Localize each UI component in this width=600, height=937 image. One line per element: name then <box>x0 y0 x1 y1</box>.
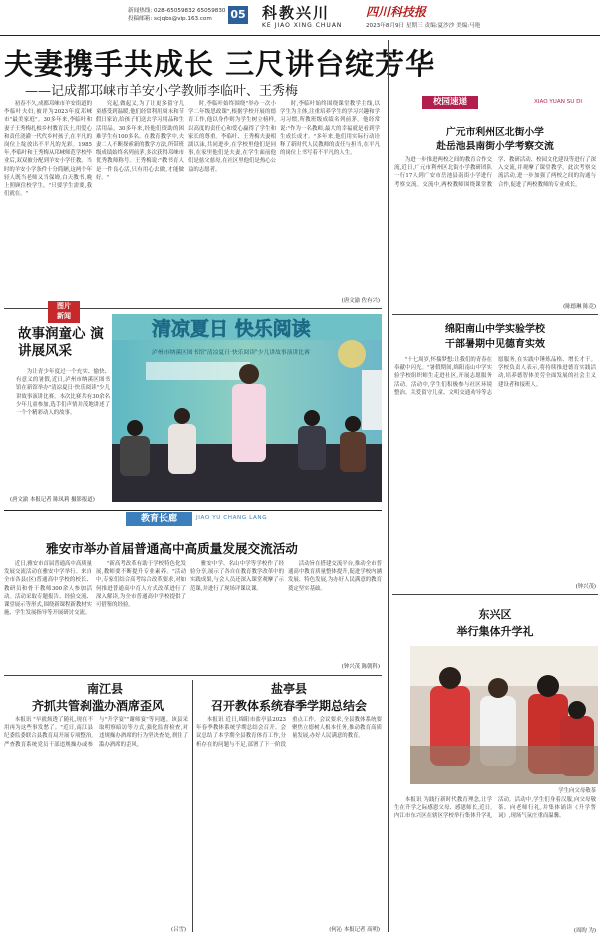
feature-body-text: 为让青少年度过一个充实、愉快、有意义的暑假,近日,泸州市纳溪区图书馆在新馆举办"清凉夏日·快乐阅读"少儿讲故事演讲比赛。本次比赛共有30余名少年儿童参加,选手们声情并茂地讲述了一个个精彩动人的故事。 <box>16 369 110 417</box>
banner-subtext: 泸州市纳溪区图书馆"清凉夏日·快乐阅读"少儿讲故事演讲比赛 <box>152 350 310 356</box>
reading-event-photo <box>112 314 382 502</box>
photo-news-tag <box>48 301 80 323</box>
section-title: 科教兴川 <box>262 4 331 22</box>
page-number: 05 <box>228 6 248 24</box>
story2-title-2: 干部暑期中见德育实效 <box>445 339 545 350</box>
main-story-col1 <box>4 100 92 300</box>
paper-name: 四川科技报 <box>366 5 427 19</box>
edu-col4-text: 活动旨在搭建交流平台,推动全市普通高中教育质量整体提升,促进学校内涵发展、特色发展,为办好人民满意的教育奠定坚实基础。 <box>288 561 382 592</box>
nanjiang-byline: (吕雪) <box>171 927 186 933</box>
education-col1 <box>4 560 92 672</box>
ceremony-photo-illustration <box>410 646 598 784</box>
nanjiang-body-text: 本报讯 "早就烦透了随礼,现在不用再为这些事发愁了。"近日,南江县纪委监委联合县教育局开展专项整治,严查教育系统党员干部违规操办或参与"升学宴""谢师宴"等问题。该县采取明察暗访等方式,强化监督检查,对违规操办酒席的行为坚决查处,刹住了滥办酒席的歪风。 <box>4 717 188 748</box>
story2-title-1: 绵阳南山中学实验学校 <box>445 324 545 335</box>
main-col3-text: 时,李临叶始终围绕"举办一次小学二年级思政课",根据学校开展的德育工作,他以身作则为学生树立榜样,以高度的责任心和爱心赢得了学生和家长的尊重。李临叶、王秀梅夫妻相濡以沫,共同进步,在学校里他们是同事,在家里他们是夫妻,在学生面前他们是慈父慈母,在社区里他们是热心公益的志愿者。 <box>188 101 276 173</box>
feature-byline: (唐文渝 本报记者 陈凤莉 摄影报道) <box>10 497 95 503</box>
tag-line2: 新闻 <box>57 312 71 320</box>
story3-title-1: 东兴区 <box>478 608 512 621</box>
story2-body-text: "十七周岁,怀揣梦想;让我们的青春在奉献中闪光。"暑假期间,绵阳南山中学实验学校组织师生走进社区,开展志愿服务活动。活动中,学生们积极参与社区环境整治、关爱留守儿童、文明交通劝导等志愿服务,在实践中锤炼品格、增长才干。学校负责人表示,将持续推进德育实践活动,培养德智体美劳全面发展的社会主义建设者和接班人。 <box>394 357 596 396</box>
tag-line1: 图片 <box>57 302 71 310</box>
divider <box>4 675 382 676</box>
reading-photo-illustration <box>112 314 382 502</box>
section-title-en: KE JIAO XING CHUAN <box>262 22 343 29</box>
story1-body <box>394 156 596 302</box>
campus-section-label-en: XIAO YUAN SU DI <box>534 99 583 105</box>
story1-title-1: 广元市利州区北街小学 <box>446 127 544 138</box>
ceremony-photo-caption: 学生向父母敬茶 <box>558 788 596 794</box>
education-col3 <box>190 560 284 672</box>
contact-email: 投稿邮箱: scjqbs@vip.163.com <box>128 16 212 22</box>
main-story-col4 <box>280 100 380 295</box>
main-story-col2 <box>96 100 184 300</box>
main-col4-text: 时,李临叶始终围绕课堂教学主线,以学生为主体,注重培养学生的学习兴趣和学习习惯,所教班级成绩名列前茅。他经常说:"作为一名教师,最大的幸福就是看到学生成长成才。"多年来,他们用实际行动诠释了新时代人民教师的责任与担当,在平凡的岗位上书写着不平凡的人生。 <box>280 101 380 157</box>
education-col2 <box>96 560 186 672</box>
story1-title-2: 赴岳池县南街小学考察交流 <box>436 141 554 152</box>
feature-body <box>16 368 110 498</box>
masthead <box>0 0 600 36</box>
yanting-body <box>196 716 382 926</box>
main-col1-text: 初春不久,成都邛崃市羊安街道的李临叶夫妇,被评为2023年度邛崃市"最美家庭"。30多年来,李临叶和妻子王秀梅扎根乡村教育沃土,用爱心和责任浇灌一代代乡村孩子,在平凡的岗位上绽放出不平凡的光彩。1985年,李临叶和王秀梅从邛崃师范学校毕业后,双双被分配到羊安小学任教。当时的羊安小学条件十分简陋,这两个年轻人既当老师又当保姆,白天教书,晚上照顾住校学生。"只要学生需要,我们就在。" <box>4 101 92 198</box>
story3-title-2: 举行集体升学礼 <box>456 625 534 638</box>
column-divider <box>192 680 193 932</box>
date-line: 2023年8月9日 星期三 责编:夏沙沙 美编:马艳 <box>366 23 481 29</box>
yanting-title-2: 召开教体系统春季学期总结会 <box>210 699 367 713</box>
divider <box>392 594 598 595</box>
story3-body-text: 本报讯 为践行新时代教育理念,让学生在升学之际感恩父母、感恩师长,近日,内江市东兴区在辖区学校举行集体升学礼活动。活动中,学生们身着汉服,向父母敬茶、向老师行礼,并集体诵读《升学誓词》,现场气氛庄重而温馨。 <box>394 797 596 820</box>
contact-info <box>128 7 225 23</box>
divider <box>4 510 382 511</box>
divider <box>392 314 598 315</box>
edu-col2-text: "新高考改革有助于学校特色化发展,教师要不断提升专业素养。"活动中,专家们结合高考综合改革要求,对如何推进普通高中育人方式改革进行了深入解读,为全市普通高中学校提供了可借鉴的经验。 <box>96 561 186 609</box>
story2-byline: (钟兴茂) <box>575 584 596 590</box>
contact-phone: 新闻热线: 028-65059832 65059830 <box>128 8 226 14</box>
yanting-byline: (何沁 本报记者 高明) <box>329 927 380 933</box>
education-headline: 雅安市举办首届普通高中高质量发展交流活动 <box>46 541 298 556</box>
banner-text: 清凉夏日 快乐阅读 <box>152 318 311 340</box>
education-section-label: 教育长廊 <box>126 512 192 526</box>
nanjiang-title-1: 南江县 <box>86 682 123 696</box>
main-col2-text: 究起,做起义,为了让更多留守儿童感受到温暖,他们经常利用周末和节假日家访,给孩子们送去学习用品和生活用品。30多年来,经他们资助的困难学生有100多名。在教育教学中,夫妻二人不断探索新的教学方法,所带班级成绩始终名列前茅,多次获得邛崃市优秀教师称号。王秀梅说:"教书育人是一件良心活,只有用心去做,才能做好。" <box>96 101 184 181</box>
nanjiang-title-2: 齐抓共管刹滥办酒席歪风 <box>31 699 164 713</box>
story1-body-text: 为进一步推进两校之间的教育合作交流,近日,广元市利州区北街小学教研团队一行17人到广安市岳池县南街小学进行考察交流。交流中,两校教师围绕课堂教学、教研活动、校园文化建设等进行了深入交流,并观摩了课堂教学。此次考察交流活动,进一步加强了两校之间的沟通与合作,促进了两校教师的专业成长。 <box>394 157 596 188</box>
nanjiang-body <box>4 716 188 926</box>
story1-byline: (陈德琳 陈竞) <box>563 304 596 310</box>
main-story-col3 <box>188 100 276 300</box>
edu-col1-text: 近日,雅安市首届普通高中高质量发展交流活动在雅安中学举行。来自全市各县(区)普通高中学校的校长、教研员和骨干教师300余人参加活动。活动采取专题报告、经验交流、课堂展示等形式,围绕新课程新教材实施、学生发展指导等开展研讨交流。 <box>4 561 92 617</box>
campus-section-label: 校园速递 <box>422 96 478 109</box>
main-byline: (唐文渝 佐有兴) <box>341 298 380 304</box>
story3-body <box>394 796 596 926</box>
education-section-label-en: JIAO YU CHANG LANG <box>196 515 268 521</box>
education-col4 <box>288 560 382 664</box>
education-byline: (钟兴茂 陈朝科) <box>341 664 380 670</box>
story3-byline: (周昀 为) <box>573 928 596 934</box>
story2-body <box>394 356 596 582</box>
yanting-body-text: 本报讯 近日,绵阳市盐亭县2023年春季教体系统学期总结会召开。会议总结了本学期全县教育体育工作,分析存在的问题与不足,部署了下一阶段重点工作。会议要求,全县教体系统要聚焦立德树人根本任务,推动教育高质量发展,办好人民满意的教育。 <box>196 717 382 748</box>
main-subhead: ——记成都邛崃市羊安小学教师李临叶、王秀梅 <box>25 84 299 99</box>
main-headline: 夫妻携手共成长 三尺讲台绽芳华 <box>4 47 436 81</box>
edu-col3-text: 雅安中学、名山中学等学校作了经验分享,展示了各自在教育教学改革中的实践成果,与会人员还深入课堂观摩了示范课,并进行了现场评课议课。 <box>190 561 284 592</box>
ceremony-photo <box>410 646 598 784</box>
yanting-title-1: 盐亭县 <box>270 682 307 696</box>
feature-title: 故事润童心 演讲展风采 <box>18 326 104 359</box>
column-divider <box>388 40 389 932</box>
